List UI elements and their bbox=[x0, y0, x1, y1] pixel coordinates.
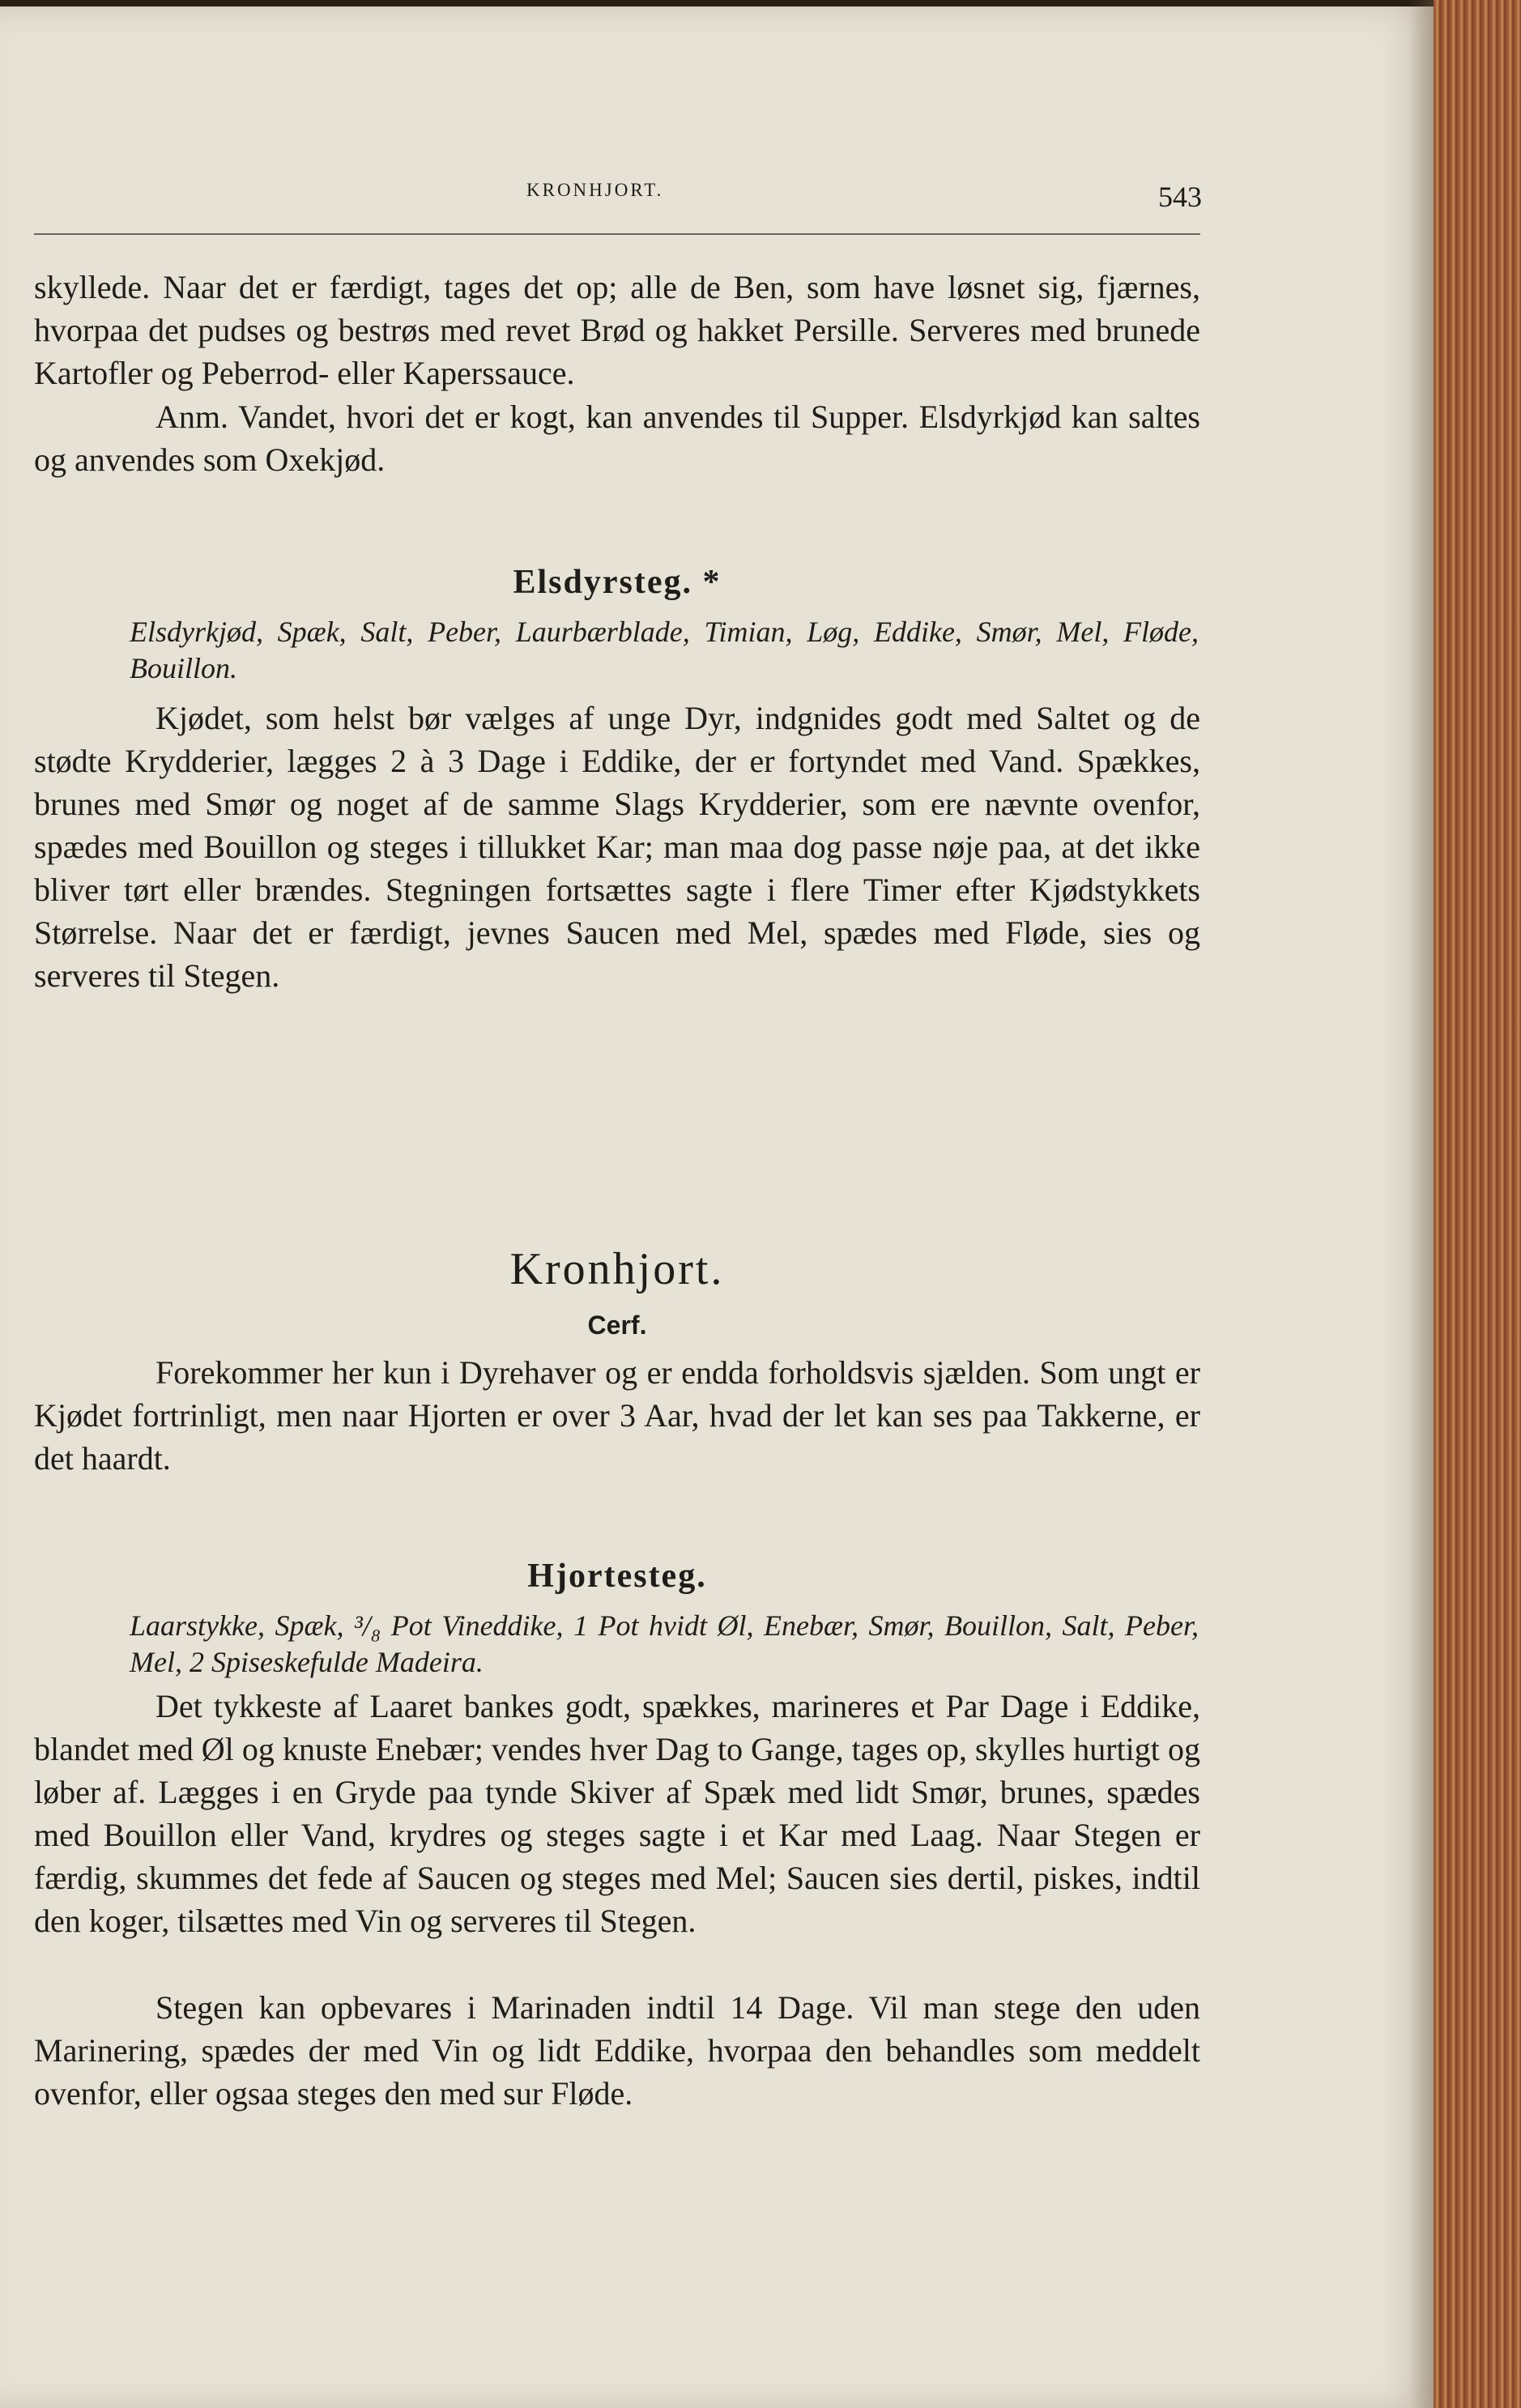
elsdyrsteg-title: Elsdyrsteg. * bbox=[513, 564, 722, 601]
kronhjort-body: Forekommer her kun i Dyrehaver og er endda forholdsvis sjælden. Som ungt er Kjødet fortrinligt, men naar Hjorten er over 3 Aar, hvad der let kan ses paa Takkerne, er det haardt. bbox=[34, 1354, 1200, 1477]
hjortesteg-body-2: Stegen kan opbevares i Marinaden indtil 14 Dage. Vil man stege den uden Marinering, spædes der med Vin og lidt Eddike, hvorpaa den behandles som meddelt ovenfor, eller ogsaa steges den med sur Fløde. bbox=[34, 1989, 1200, 2112]
elsdyrsteg-ingredients: Elsdyrkjød, Spæk, Salt, Peber, Laurbærblade, Timian, Løg, Eddike, Smør, Mel, Fløde, Bouillon. bbox=[130, 616, 1199, 684]
hjortesteg-title: Hjortesteg. bbox=[527, 1558, 707, 1595]
elsdyrsteg-body: Kjødet, som helst bør vælges af unge Dyr, indgnides godt med Saltet og de stødte Krydderier, lægges 2 à 3 Dage i Eddike, der er fortyndet med Vand. Spækkes, brunes med Smør og noget af de samme Slags Krydderier, som ere nævnte ovenfor, spædes med Bouillon og steges i tillukket Kar; man maa dog passe nøje paa, at det ikke bliver tørt eller brændes. Stegningen fortsættes sagte i flere Timer efter Kjødstykkets Størrelse. Naar det er færdigt, jevnes Saucen med Mel, spædes med Fløde, sies og serveres til Stegen. bbox=[34, 700, 1200, 994]
kronhjort-title: Kronhjort. bbox=[509, 1244, 725, 1294]
hjortesteg-body-1: Det tykkeste af Laaret bankes godt, spækkes, marineres et Par Dage i Eddike, blandet med Øl og knuste Enebær; vendes hver Dag to Gange, tages op, skylles hurtigt og løber af. Lægges i en Gryde paa tynde Skiver af Spæk med lidt Smør, brunes, spædes med Bouillon eller Vand, krydres og steges sagte i et Kar med Laag. Naar Stegen er færdig, skummes det fede af Saucen og steges med Mel; Saucen sies dertil, piskes, indtil den koger, tilsættes med Vin og serveres til Stegen. bbox=[34, 1688, 1200, 1939]
intro-paragraph: skyllede. Naar det er færdigt, tages det op; alle de Ben, som have løsnet sig, fjærnes, hvorpaa det pudses og bestrøs med revet Brød og hakket Persille. Serveres med brunede Kartofler og Peberrod- eller Kaperssauce. bbox=[34, 269, 1200, 391]
book-page-edges bbox=[1434, 0, 1521, 2408]
kronhjort-subtitle: Cerf. bbox=[587, 1311, 647, 1340]
header-rule bbox=[34, 233, 1200, 235]
page-number: 543 bbox=[1158, 181, 1202, 213]
running-head: KRONHJORT. bbox=[526, 180, 664, 200]
intro-note: Anm. Vandet, hvori det er kogt, kan anvendes til Supper. Elsdyrkjød kan saltes og anvendes som Oxekjød. bbox=[34, 398, 1200, 478]
hjortesteg-ingredients: Laarstykke, Spæk, ³/₈ Pot Vineddike, 1 Pot hvidt Øl, Enebær, Smør, Bouillon, Salt, Peber, Mel, 2 Spiseskefulde Madeira. bbox=[130, 1609, 1199, 1678]
